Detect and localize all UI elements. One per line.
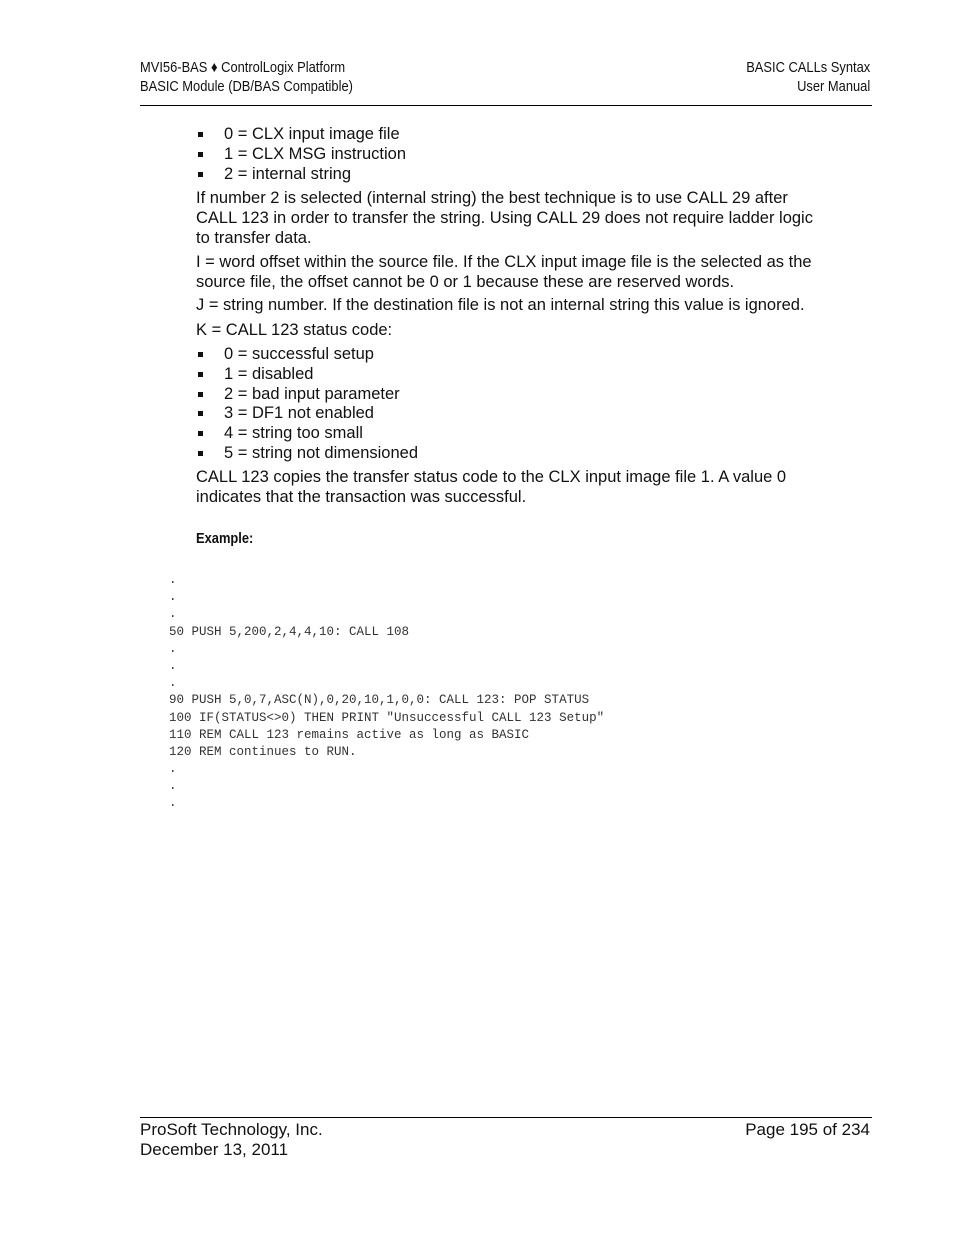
page-footer-left xyxy=(140,1120,323,1159)
list-item: 3 = DF1 not enabled xyxy=(196,404,826,424)
code-line: 90 PUSH 5,0,7,ASC(N),0,20,10,1,0,0: CALL 123: POP STATUS xyxy=(169,693,590,708)
list-item: 5 = string not dimensioned xyxy=(196,444,826,464)
code-line: . xyxy=(169,658,177,673)
code-line: . xyxy=(169,607,177,622)
square-bullet-icon xyxy=(198,132,203,137)
code-line: 120 REM continues to RUN. xyxy=(169,744,357,759)
code-example xyxy=(169,572,604,813)
paragraph-word-offset: I = word offset within the source file. If the CLX input image file is the selected as the source file, the offset cannot be 0 or 1 because these are reserved words. xyxy=(196,252,812,291)
square-bullet-icon xyxy=(198,152,203,157)
footer-company: ProSoft Technology, Inc. xyxy=(140,1120,323,1139)
square-bullet-icon xyxy=(198,431,203,436)
square-bullet-icon xyxy=(198,352,203,357)
paragraph-internal-string: If number 2 is selected (internal string) the best technique is to use CALL 29 after CALL 123 in order to transfer the string. Using CALL 29 does not require ladder logic to transfer data. xyxy=(196,189,813,247)
header-module-line: BASIC Module (DB/BAS Compatible) xyxy=(140,78,353,95)
page-header-right xyxy=(746,58,870,96)
code-line: . xyxy=(169,796,177,811)
square-bullet-icon xyxy=(198,411,203,416)
source-type-list xyxy=(196,125,826,184)
code-line: 50 PUSH 5,200,2,4,4,10: CALL 108 xyxy=(169,624,410,639)
code-line: . xyxy=(169,676,177,691)
code-line: 110 REM CALL 123 remains active as long as BASIC xyxy=(169,727,530,742)
header-product-line: MVI56-BAS ♦ ControlLogix Platform xyxy=(140,59,346,76)
page-header-left xyxy=(140,58,353,96)
list-item: 4 = string too small xyxy=(196,424,826,444)
list-item: 0 = CLX input image file xyxy=(196,125,826,145)
paragraph-status-code: K = CALL 123 status code: xyxy=(196,321,393,340)
list-item: 0 = successful setup xyxy=(196,345,826,365)
example-heading: Example: xyxy=(196,530,254,548)
square-bullet-icon xyxy=(198,372,203,377)
square-bullet-icon xyxy=(198,392,203,397)
square-bullet-icon xyxy=(198,451,203,456)
paragraph-transfer-status: CALL 123 copies the transfer status code to the CLX input image file 1. A value 0 indicates that the transaction was successful. xyxy=(196,467,787,506)
list-item: 2 = bad input parameter xyxy=(196,385,826,405)
header-divider xyxy=(140,105,872,106)
page-footer-right xyxy=(745,1120,870,1140)
footer-date: December 13, 2011 xyxy=(140,1139,289,1159)
page-number: Page 195 of 234 xyxy=(745,1120,870,1139)
code-line: . xyxy=(169,762,177,777)
code-line: . xyxy=(169,779,177,794)
header-manual-title: User Manual xyxy=(796,78,870,95)
code-line: . xyxy=(169,641,177,656)
paragraph-string-number: J = string number. If the destination file is not an internal string this value is ignored. xyxy=(196,296,805,315)
code-line: 100 IF(STATUS<>0) THEN PRINT "Unsuccessful CALL 123 Setup" xyxy=(169,710,605,725)
status-code-list xyxy=(196,345,826,464)
main-content xyxy=(196,125,826,548)
header-section-title: BASIC CALLs Syntax xyxy=(745,59,870,76)
list-item: 1 = CLX MSG instruction xyxy=(196,145,826,165)
code-line: . xyxy=(169,590,177,605)
list-item: 2 = internal string xyxy=(196,165,826,185)
square-bullet-icon xyxy=(198,172,203,177)
footer-divider xyxy=(140,1117,872,1118)
code-line: . xyxy=(169,573,177,587)
list-item: 1 = disabled xyxy=(196,365,826,385)
